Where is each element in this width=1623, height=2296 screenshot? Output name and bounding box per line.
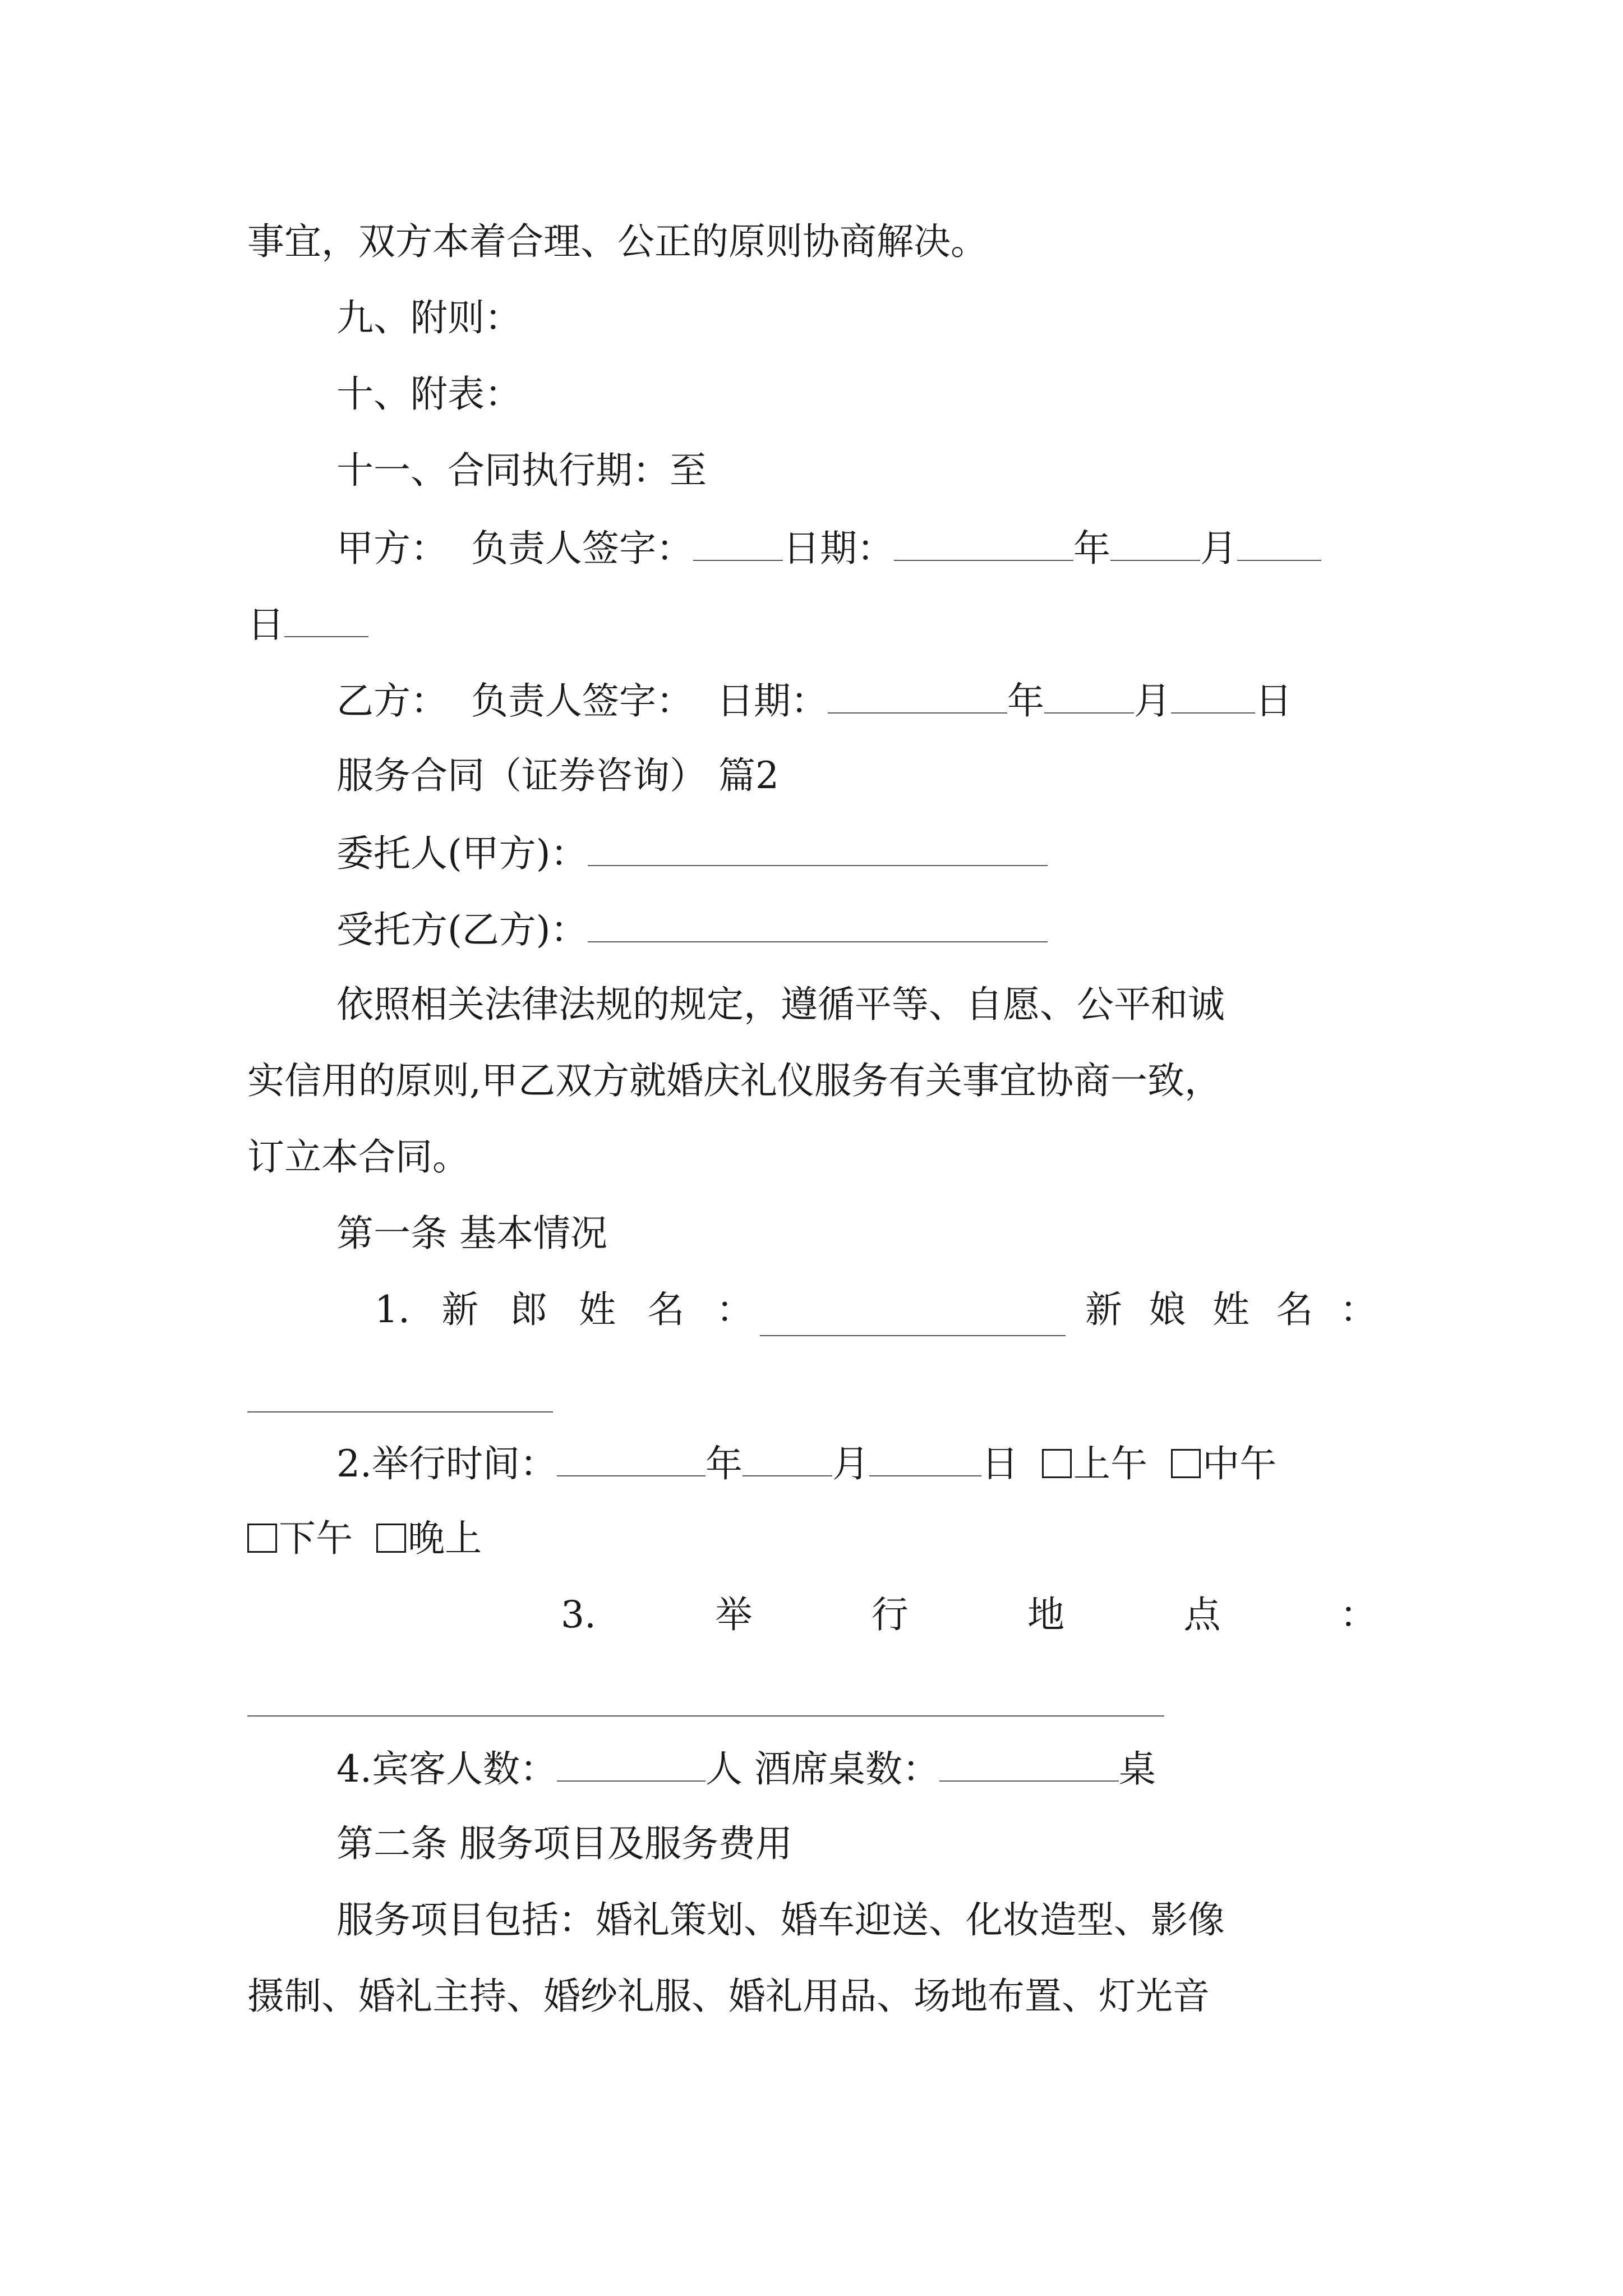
party-a-day-blank-start[interactable] <box>1237 528 1321 561</box>
party-b-day-unit: 日 <box>1255 679 1292 723</box>
principal-line <box>336 832 1048 876</box>
party-a-signer-label: 负责人签字： <box>471 527 693 570</box>
bride-label-char: ： <box>1340 1288 1377 1331</box>
party-b-signer-label: 负责人签字： <box>471 679 693 723</box>
party-b-month-unit: 月 <box>1133 679 1171 723</box>
party-b-year-unit: 年 <box>1007 679 1044 723</box>
morning-label: 上午 <box>1073 1442 1148 1486</box>
clause-nine-appendix: 九、附则： <box>336 296 522 339</box>
groom-label-char: 郎 <box>510 1288 547 1331</box>
agent-line <box>336 908 1048 952</box>
agent-label: 受托方(乙方)： <box>336 908 588 952</box>
groom-label-char: ： <box>716 1288 753 1331</box>
guests-unit: 人 <box>705 1747 743 1791</box>
party-a-day-line <box>247 603 368 647</box>
groom-name-label <box>375 1288 753 1331</box>
time-month-unit: 月 <box>832 1442 869 1486</box>
preamble-line-2: 实信用的原则,甲乙双方就婚庆礼仪服务有关事宜协商一致， <box>247 1059 1221 1102</box>
bride-label-char: 娘 <box>1149 1288 1186 1331</box>
noon-checkbox[interactable] <box>1171 1449 1201 1479</box>
preamble-line-1: 依照相关法律法规的规定，遵循平等、自愿、公平和诚 <box>336 983 1225 1026</box>
noon-label: 中午 <box>1202 1442 1277 1486</box>
preamble-line-3: 订立本合同。 <box>247 1135 469 1179</box>
venue-label-char: ： <box>1339 1593 1377 1636</box>
party-b-day-blank[interactable] <box>1171 681 1255 714</box>
party-a-day-unit: 日 <box>247 603 284 647</box>
party-b-month-blank[interactable] <box>1044 681 1134 714</box>
evening-label: 晚上 <box>408 1517 482 1560</box>
venue-label-char: 地 <box>1027 1593 1065 1636</box>
services-line-2: 摄制、婚礼主持、婚纱礼服、婚礼用品、场地布置、灯光音 <box>247 1975 1210 2018</box>
party-a-day-blank[interactable] <box>284 605 368 637</box>
principal-label: 委托人(甲方)： <box>336 832 588 876</box>
afternoon-checkbox[interactable] <box>247 1524 277 1553</box>
bride-name-label <box>1085 1288 1377 1331</box>
afternoon-label: 下午 <box>279 1517 353 1560</box>
morning-checkbox[interactable] <box>1042 1449 1072 1479</box>
contract-title-part-2: 服务合同（证券咨询） 篇2 <box>336 754 779 797</box>
groom-name-blank[interactable] <box>760 1335 1066 1336</box>
time-label: 2.举行时间： <box>336 1442 557 1486</box>
party-a-year-unit: 年 <box>1073 527 1110 570</box>
party-b-label: 乙方： <box>336 679 448 723</box>
bride-label-char: 名 <box>1276 1288 1313 1331</box>
principal-blank[interactable] <box>588 834 1048 866</box>
party-b-signature-line <box>336 679 1292 723</box>
ceremony-time-line-2 <box>247 1517 482 1560</box>
party-a-date-label: 日期： <box>782 527 894 570</box>
time-day-unit: 日 <box>981 1442 1018 1486</box>
bride-name-blank[interactable] <box>247 1411 553 1412</box>
tables-label: 酒席桌数： <box>754 1747 939 1791</box>
time-day-blank[interactable] <box>869 1444 981 1476</box>
time-year-unit: 年 <box>705 1442 743 1486</box>
groom-label-char: 1. <box>375 1288 410 1331</box>
ceremony-time-line <box>336 1442 1277 1486</box>
clause-eleven-term: 十一、合同执行期：至 <box>336 449 707 492</box>
time-year-blank[interactable] <box>557 1444 706 1476</box>
party-a-month-blank[interactable] <box>1110 528 1200 561</box>
party-a-label: 甲方： <box>336 527 448 570</box>
groom-label-char: 姓 <box>579 1288 616 1331</box>
clause-eight-ending: 事宜，双方本着合理、公正的原则协商解决。 <box>247 220 988 263</box>
guests-tables-line <box>336 1747 1156 1791</box>
tables-unit: 桌 <box>1118 1747 1156 1791</box>
time-month-blank[interactable] <box>743 1444 832 1476</box>
venue-blank[interactable] <box>247 1715 1164 1717</box>
party-a-signer-blank[interactable] <box>693 528 783 561</box>
clause-ten-attachment: 十、附表： <box>336 372 522 416</box>
guests-label: 4.宾客人数： <box>336 1747 557 1791</box>
party-a-month-unit: 月 <box>1200 527 1237 570</box>
bride-label-char: 姓 <box>1212 1288 1249 1331</box>
venue-label-char: 3. <box>561 1593 596 1636</box>
venue-label-char: 行 <box>871 1593 909 1636</box>
groom-label-char: 名 <box>647 1288 685 1331</box>
venue-label-char: 举 <box>715 1593 753 1636</box>
article-1-title: 第一条 基本情况 <box>336 1212 607 1255</box>
guests-blank[interactable] <box>557 1749 706 1782</box>
groom-label-char: 新 <box>441 1288 479 1331</box>
article-2-title: 第二条 服务项目及服务费用 <box>336 1822 792 1865</box>
party-b-date-label: 日期： <box>716 679 828 723</box>
party-a-signature-line <box>336 527 1321 570</box>
venue-label <box>561 1593 1377 1636</box>
venue-label-char: 点 <box>1183 1593 1221 1636</box>
evening-checkbox[interactable] <box>376 1524 406 1553</box>
party-b-year-blank[interactable] <box>828 681 1007 714</box>
services-line-1: 服务项目包括：婚礼策划、婚车迎送、化妆造型、影像 <box>336 1898 1225 1941</box>
bride-label-char: 新 <box>1085 1288 1122 1331</box>
tables-blank[interactable] <box>939 1749 1119 1782</box>
party-a-year-blank[interactable] <box>894 528 1073 561</box>
agent-blank[interactable] <box>588 910 1048 942</box>
